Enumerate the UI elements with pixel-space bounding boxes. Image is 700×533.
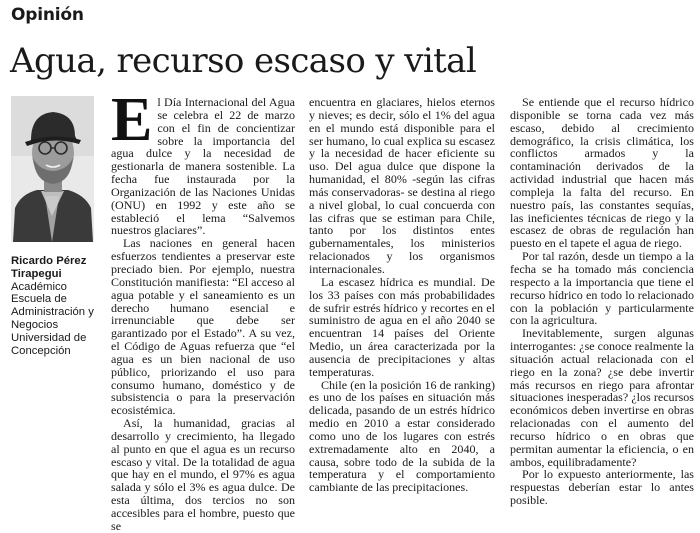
author-photo — [11, 96, 94, 242]
drop-cap: E — [111, 86, 153, 154]
paragraph: Chile (en la posición 16 de ranking) es uno de los países en situación más delicada, pasando de un estrés hídrico medio en 2010 a estar considerado como uno de los lugares con estrés extremadamente alto en 2040, a causa, sobre todo de la subida de la temperatura y el comportamiento cambiante de las precipitaciones. — [309, 377, 495, 495]
paragraph: La escasez hídrica es mundial. De los 33 países con más probabilidades de sufrir estrés hídrico y recortes en el suministro de agua en el año 2040 se encuentran 14 países del Oriente Medio, un área caracterizada por la ausencia de precipitaciones y altas temperaturas. — [309, 274, 495, 379]
author-name: Ricardo Pérez Tirapegui — [11, 255, 87, 280]
author-block — [11, 255, 106, 357]
article-column-2 — [309, 96, 495, 494]
paragraph: Por tal razón, desde un tiempo a la fecha se ha tomado más conciencia respecto a la importancia que tiene el recurso hídrico en todo lo relacionado con la población y particularmente con la agricultura. — [510, 249, 694, 328]
paragraph: Se entiende que el recurso hídrico disponible se torna cada vez más escaso, debido al crecimiento demográfico, la crisis climática, los conflictos armados y la contaminación derivados de la actividad industrial que hacen más compleja la falta del recurso. En nuestro país, las constantes sequías, las ineficientes técnicas de riego y la escasez de obras de regulación han puesto en el tapete el agua de riego. — [510, 95, 694, 251]
paragraph: Inevitablemente, surgen algunas interrogantes: ¿se conoce realmente la situación actual relacionada con el riego en la zona? ¿se debe invertir más recursos en riego para afrontar situaciones inesperadas? ¿los recursos económicos deben invertirse en obras relacionadas con el aumento del recurso hídrico o en obras que permitan aumentar la eficiencia, o en ambos, equilibradamente? — [510, 326, 694, 469]
paragraph: encuentra en glaciares, hielos eternos y nieves; es decir, sólo el 1% del agua en el mundo está disponible para el ser humano, lo cual explica su escasez y la necesidad de hacer eficiente su uso. Del agua dulce que dispone la humanidad, el 80% -según las cifras más conservadoras- se destina al riego a nivel global, lo cual concuerda con las cifras que se estiman para Chile, tanto por los distintos entes gubernamentales, los ministerios relacionados y los organismos internacionales. — [309, 95, 495, 276]
paragraph: Así, la humanidad, gracias al desarrollo y crecimiento, ha llegado al punto en que el agua es un recurso escaso y vital. De la totalidad de agua que hay en el mundo, el 97% es agua salada y sólo el 3% es agua dulce. De esta última, dos tercios no son accesibles para el hombre, puesto que se — [111, 416, 295, 533]
article-column-3 — [510, 96, 694, 507]
paragraph: Por lo expuesto anteriormente, las respuestas deberían estar lo antes posible. — [510, 467, 694, 508]
article-column-1 — [111, 86, 295, 533]
paragraph: Las naciones en general hacen esfuerzos tendientes a preservar este preciado bien. Por ejemplo, nuestra Constitución manifiesta: “El acceso al agua potable y el saneamiento es un derecho humano esencial e irrenunciable que debe ser garantizado por el Estado”. A su vez, el Código de Aguas refuerza que “el agua es un bien nacional de uso público, priorizando el uso para consumo humano, doméstico y de subsistencia o para la preservación ecosistémica. — [111, 236, 295, 418]
section-label: Opinión — [11, 5, 84, 25]
author-role: Académico Escuela de Administración y Negocios Universidad de Concepción — [11, 280, 94, 357]
paragraph: El Día Internacional del Agua se celebra el 22 de marzo con el fin de concientizar sobre la importancia del agua dulce y la necesidad de gestionarla de manera sostenible. La fecha fue instaurada por la Organización de las Naciones Unidas (ONU) en 1992 y este año se estableció el lema “Salvemos nuestros glaciares”. — [111, 86, 295, 238]
headline: Agua, recurso escaso y vital — [10, 41, 477, 81]
